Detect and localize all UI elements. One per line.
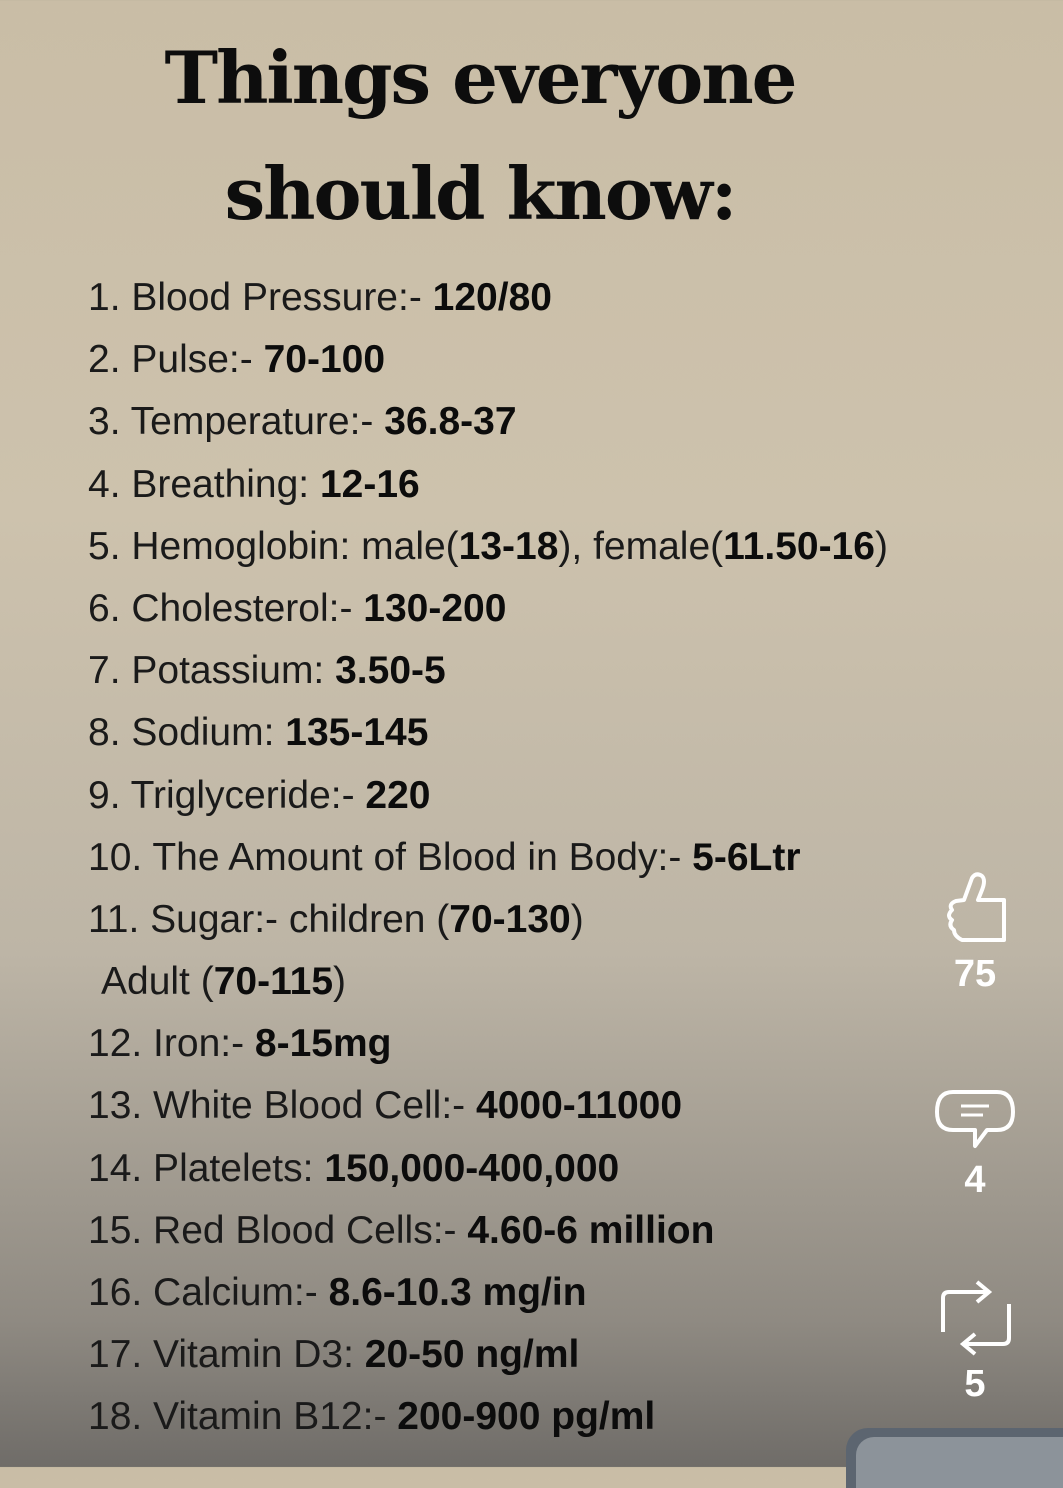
list-item	[88, 1395, 888, 1457]
comment-count: 4	[964, 1159, 986, 1201]
item-value: 70-100	[263, 338, 386, 382]
item-label: 8. Sodium:	[88, 711, 286, 755]
repost-icon	[937, 1278, 1013, 1356]
thumbs-up-icon	[940, 870, 1010, 946]
item-label: )	[333, 960, 347, 1004]
item-value: 3.50-5	[335, 649, 446, 693]
list-item	[88, 960, 888, 1022]
reference-values-list	[88, 276, 888, 1458]
list-item	[88, 1209, 888, 1271]
post-title-line-2: should know:	[224, 151, 736, 236]
item-label: 7. Potassium:	[88, 649, 336, 693]
item-label: 16. Calcium:-	[88, 1271, 329, 1314]
item-value: 70-130	[449, 897, 571, 941]
item-label: 12. Iron:-	[88, 1022, 255, 1066]
list-item	[88, 774, 888, 836]
repost-button[interactable]	[930, 1278, 1020, 1404]
item-label: 11. Sugar:- children (	[88, 897, 450, 941]
post-title-line-1: Things everyone	[164, 35, 796, 120]
item-value: 200-900 pg/ml	[397, 1395, 656, 1439]
list-item	[88, 649, 888, 711]
comment-icon	[933, 1088, 1017, 1152]
list-item	[88, 1333, 888, 1395]
item-value: 70-115	[213, 960, 334, 1004]
item-label: Adult (	[101, 960, 214, 1004]
list-item	[88, 1022, 888, 1084]
list-item	[88, 711, 888, 773]
item-value: 11.50-16	[723, 524, 875, 568]
item-label: 4. Breathing:	[88, 462, 320, 506]
item-label: 9. Triglyceride:-	[88, 773, 366, 817]
item-label: 15. Red Blood Cells:-	[88, 1208, 468, 1252]
item-label: )	[874, 524, 888, 568]
bottom-sheet-handle[interactable]	[846, 1428, 1063, 1488]
item-value: 12-16	[319, 462, 420, 506]
list-item	[88, 1147, 888, 1209]
like-button[interactable]	[930, 870, 1020, 994]
item-label: 18. Vitamin B12:-	[88, 1395, 398, 1439]
item-value: 5-6Ltr	[692, 835, 801, 879]
list-item	[88, 400, 888, 462]
item-value: 130-200	[363, 586, 507, 630]
item-label: 6. Cholesterol:-	[88, 586, 364, 630]
list-item	[88, 587, 888, 649]
list-item	[88, 898, 888, 960]
like-count: 75	[953, 953, 997, 995]
list-item	[88, 836, 888, 898]
item-value: 4.60-6 million	[467, 1208, 715, 1252]
item-value: 220	[365, 773, 431, 817]
item-value: 150,000-400,000	[324, 1146, 620, 1190]
list-item	[88, 1271, 888, 1333]
item-value: 13-18	[458, 524, 559, 568]
item-label: )	[570, 897, 584, 941]
repost-count: 5	[964, 1363, 986, 1405]
item-value: 20-50 ng/ml	[364, 1333, 580, 1377]
item-value: 135-145	[285, 711, 429, 755]
item-label: 13. White Blood Cell:-	[88, 1084, 477, 1128]
item-label: 1. Blood Pressure:-	[88, 276, 433, 319]
item-value: 8-15mg	[254, 1022, 392, 1066]
item-value: 36.8-37	[384, 400, 517, 444]
list-item	[88, 276, 888, 338]
item-value: 120/80	[432, 276, 552, 319]
item-label: 14. Platelets:	[88, 1146, 325, 1190]
comment-button[interactable]	[930, 1088, 1020, 1200]
item-label: ), female(	[558, 524, 724, 568]
item-label: 17. Vitamin D3:	[88, 1333, 365, 1377]
list-item	[88, 1084, 888, 1146]
list-item	[88, 525, 888, 587]
item-value: 8.6-10.3 mg/in	[328, 1271, 587, 1314]
item-label: 10. The Amount of Blood in Body:-	[88, 835, 693, 879]
list-item	[88, 463, 888, 525]
list-item	[88, 338, 888, 400]
item-label: 5. Hemoglobin: male(	[88, 524, 459, 568]
item-label: 3. Temperature:-	[88, 400, 385, 444]
item-label: 2. Pulse:-	[88, 338, 264, 382]
item-value: 4000-11000	[476, 1084, 683, 1128]
